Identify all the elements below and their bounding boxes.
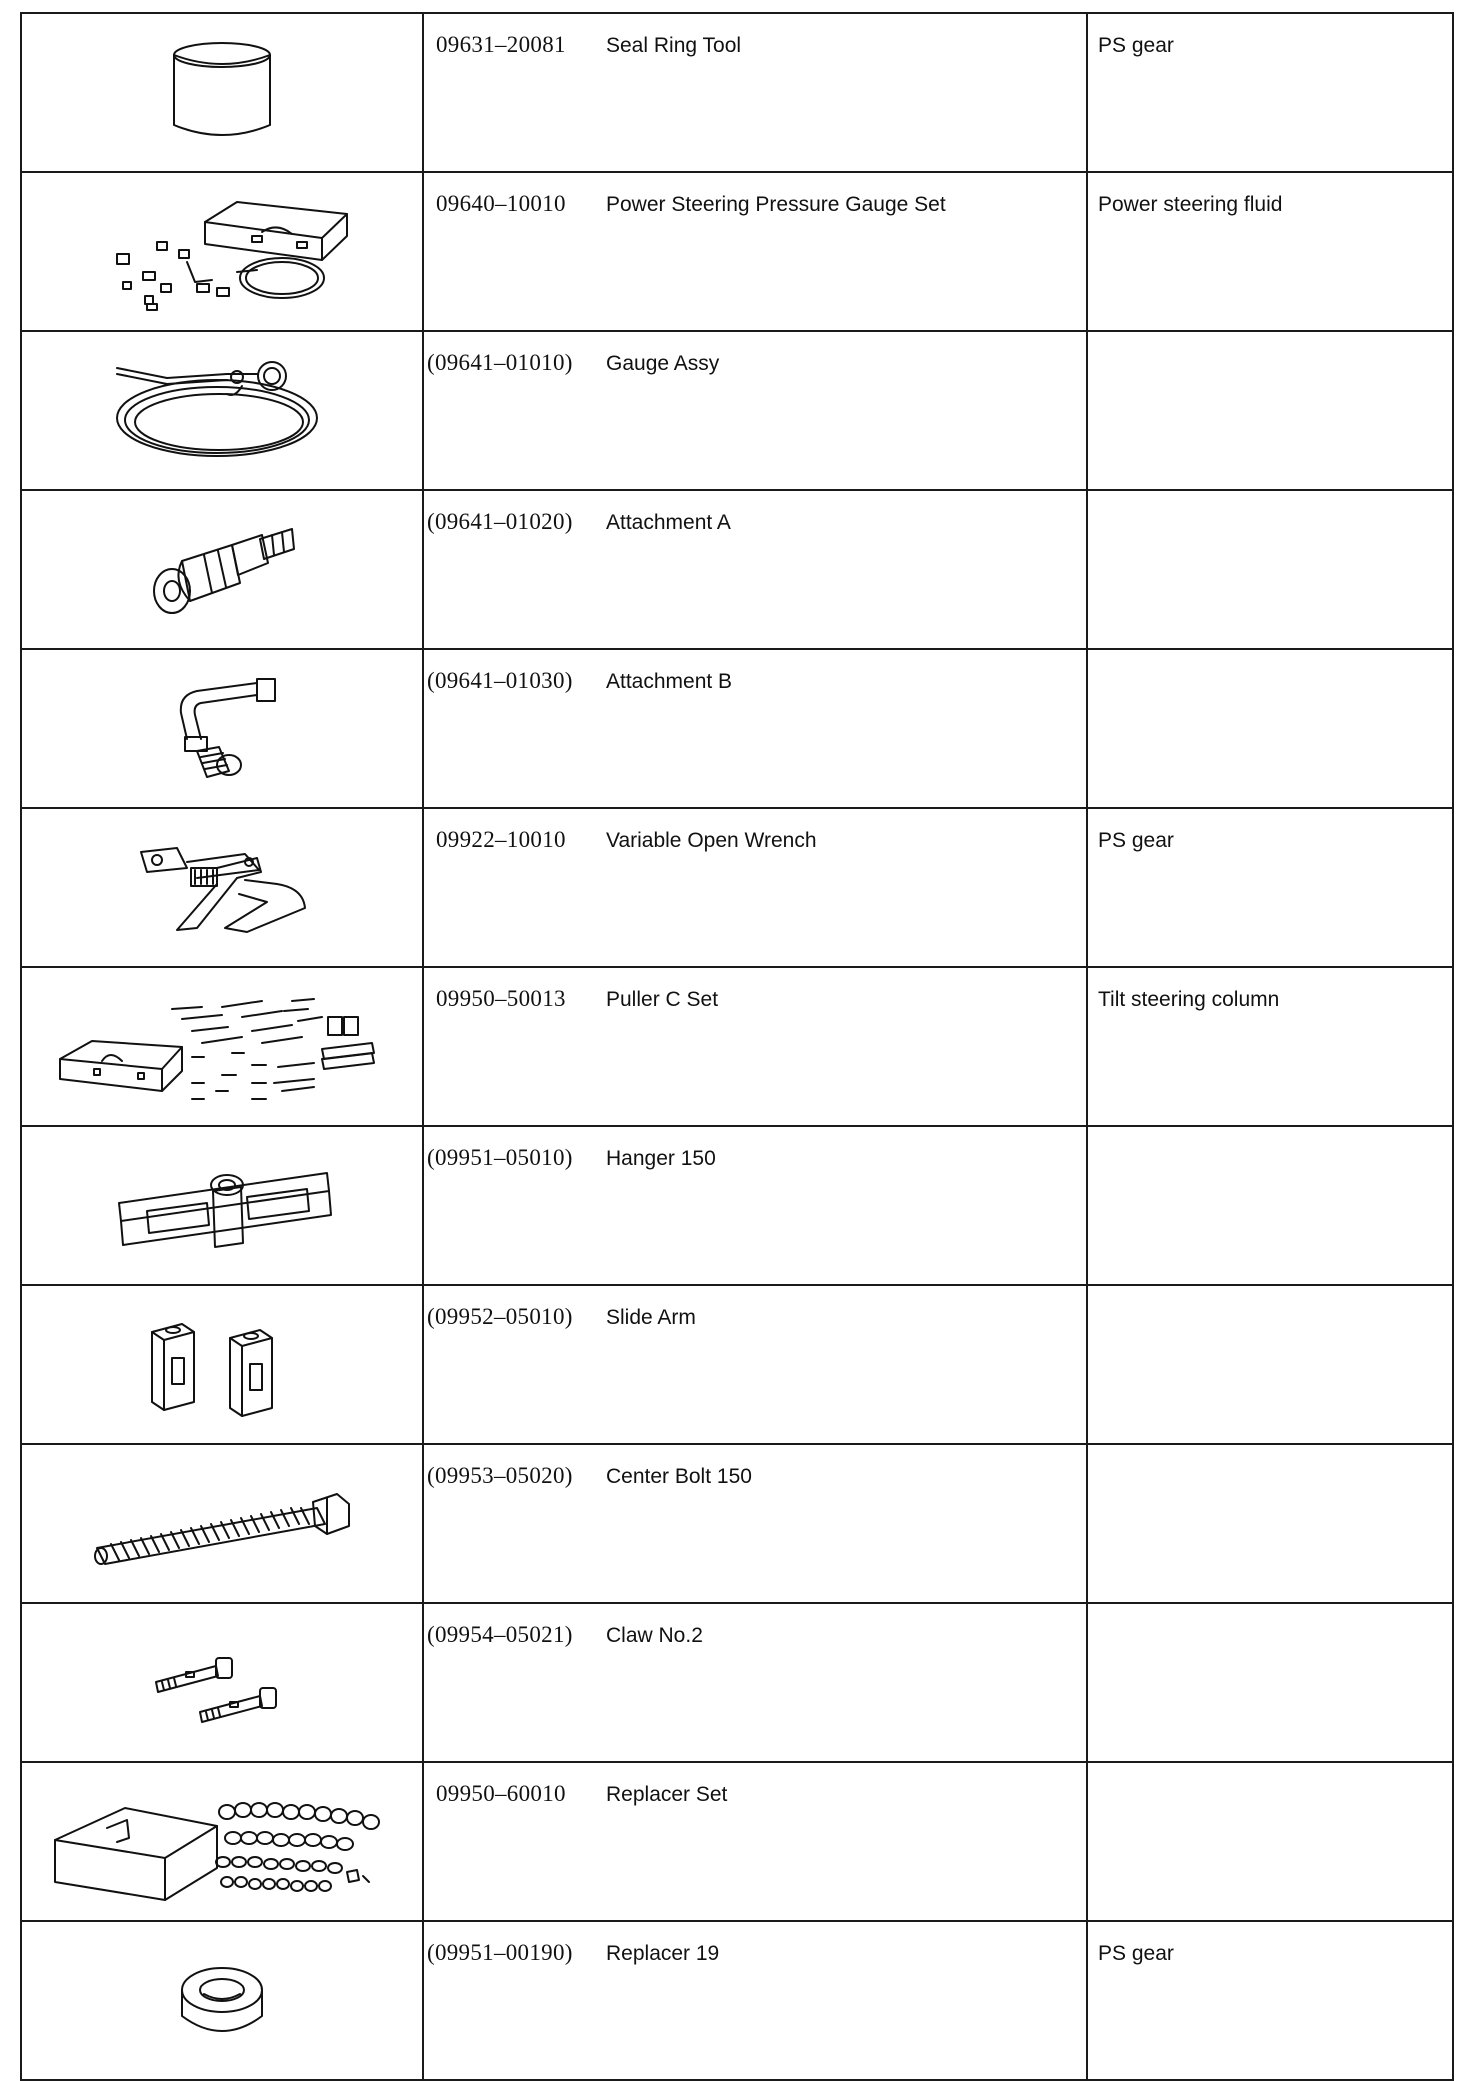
- application-note: Power steering fluid: [1087, 172, 1453, 331]
- attachment-b-icon: [157, 669, 287, 789]
- tool-illustration-cell: [21, 331, 423, 490]
- pressure-gauge-set-icon: [87, 192, 357, 312]
- table-row: [21, 172, 1453, 331]
- part-number: (09641–01020): [423, 490, 606, 649]
- gauge-assy-icon: [107, 356, 337, 466]
- attachment-a-icon: [142, 515, 302, 625]
- tool-illustration-cell: [21, 1921, 423, 2080]
- application-note: [1087, 1126, 1453, 1285]
- application-note: PS gear: [1087, 1921, 1453, 2080]
- part-number: (09641–01010): [423, 331, 606, 490]
- slide-arm-icon: [142, 1310, 302, 1420]
- tool-illustration-cell: [21, 649, 423, 808]
- tool-illustration-cell: [21, 490, 423, 649]
- tool-illustration-cell: [21, 1126, 423, 1285]
- tool-name: Hanger 150: [606, 1126, 1087, 1285]
- table-row: [21, 649, 1453, 808]
- application-note: [1087, 331, 1453, 490]
- puller-c-set-icon: [52, 987, 392, 1107]
- tool-illustration-cell: [21, 808, 423, 967]
- tool-name: Puller C Set: [606, 967, 1087, 1126]
- hanger-150-icon: [107, 1151, 337, 1261]
- part-number: (09954–05021): [423, 1603, 606, 1762]
- tool-name: Center Bolt 150: [606, 1444, 1087, 1603]
- tool-name: Attachment A: [606, 490, 1087, 649]
- tool-illustration-cell: [21, 172, 423, 331]
- part-number: (09641–01030): [423, 649, 606, 808]
- tool-illustration-cell: [21, 1603, 423, 1762]
- part-number: 09950–50013: [423, 967, 606, 1126]
- table-row: [21, 13, 1453, 172]
- table-row: [21, 1921, 1453, 2080]
- application-note: [1087, 1603, 1453, 1762]
- table-row: [21, 808, 1453, 967]
- tool-illustration-cell: [21, 1762, 423, 1921]
- claw-no2-icon: [142, 1638, 302, 1728]
- tool-name: Slide Arm: [606, 1285, 1087, 1444]
- special-service-tools-table: [20, 12, 1454, 2081]
- tool-name: Variable Open Wrench: [606, 808, 1087, 967]
- table-row: [21, 490, 1453, 649]
- application-note: [1087, 649, 1453, 808]
- application-note: [1087, 490, 1453, 649]
- part-number: (09951–00190): [423, 1921, 606, 2080]
- tool-name: Replacer 19: [606, 1921, 1087, 2080]
- variable-open-wrench-icon: [127, 828, 317, 948]
- application-note: PS gear: [1087, 13, 1453, 172]
- tool-illustration-cell: [21, 1444, 423, 1603]
- tool-name: Claw No.2: [606, 1603, 1087, 1762]
- part-number: (09951–05010): [423, 1126, 606, 1285]
- application-note: [1087, 1762, 1453, 1921]
- tool-illustration-cell: [21, 967, 423, 1126]
- seal-ring-tool-icon: [162, 33, 282, 153]
- tool-illustration-cell: [21, 13, 423, 172]
- table-row: [21, 1444, 1453, 1603]
- replacer-set-icon: [47, 1782, 397, 1902]
- tool-illustration-cell: [21, 1285, 423, 1444]
- tool-name: Seal Ring Tool: [606, 13, 1087, 172]
- table-row: [21, 1762, 1453, 1921]
- application-note: [1087, 1285, 1453, 1444]
- tool-name: Replacer Set: [606, 1762, 1087, 1921]
- application-note: Tilt steering column: [1087, 967, 1453, 1126]
- part-number: 09631–20081: [423, 13, 606, 172]
- part-number: 09950–60010: [423, 1762, 606, 1921]
- part-number: (09953–05020): [423, 1444, 606, 1603]
- table-row: [21, 1285, 1453, 1444]
- table-row: [21, 1126, 1453, 1285]
- part-number: (09952–05010): [423, 1285, 606, 1444]
- application-note: [1087, 1444, 1453, 1603]
- part-number: 09922–10010: [423, 808, 606, 967]
- replacer-19-icon: [162, 1946, 282, 2056]
- part-number: 09640–10010: [423, 172, 606, 331]
- table-row: [21, 967, 1453, 1126]
- center-bolt-icon: [87, 1474, 357, 1574]
- tool-name: Gauge Assy: [606, 331, 1087, 490]
- tool-name: Power Steering Pressure Gauge Set: [606, 172, 1087, 331]
- table-row: [21, 1603, 1453, 1762]
- tool-name: Attachment B: [606, 649, 1087, 808]
- table-row: [21, 331, 1453, 490]
- application-note: PS gear: [1087, 808, 1453, 967]
